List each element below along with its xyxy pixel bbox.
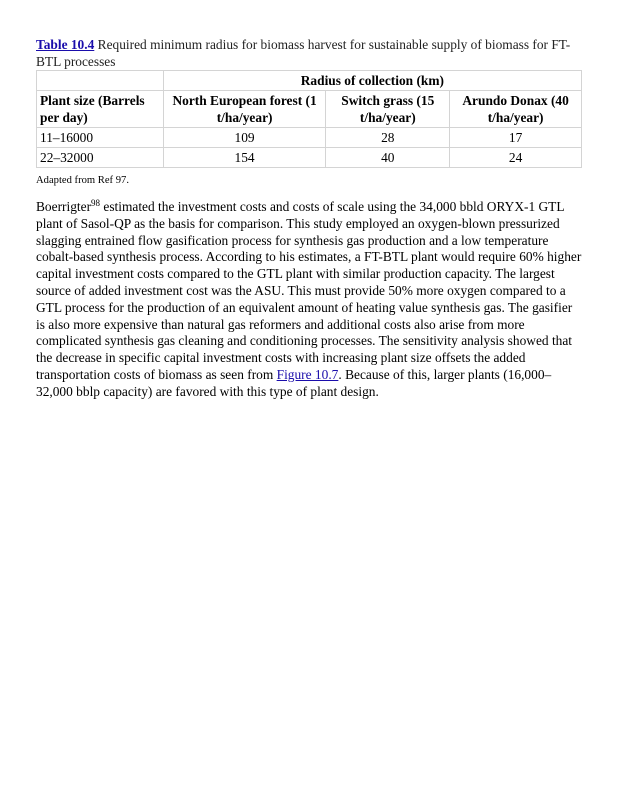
table-cell: 17 bbox=[450, 128, 582, 148]
body-paragraph bbox=[36, 199, 582, 401]
column-header-arundo-donax: Arundo Donax (40 t/ha/year) bbox=[450, 91, 582, 128]
radius-table bbox=[36, 70, 582, 168]
table-caption bbox=[36, 36, 582, 70]
table-cell: 154 bbox=[163, 148, 326, 168]
column-header-plant-size: Plant size (Barrels per day) bbox=[37, 91, 164, 128]
table-cell: 22–32000 bbox=[37, 148, 164, 168]
reference-superscript: 98 bbox=[91, 198, 101, 208]
table-label-link[interactable]: Table 10.4 bbox=[36, 37, 95, 52]
table-empty-header bbox=[37, 71, 164, 91]
table-cell: 11–16000 bbox=[37, 128, 164, 148]
table-source-note: Adapted from Ref 97. bbox=[36, 175, 129, 186]
table-cell: 24 bbox=[450, 148, 582, 168]
figure-link[interactable]: Figure 10.7 bbox=[276, 366, 339, 382]
table-cell: 28 bbox=[326, 128, 450, 148]
column-header-north-european-forest: North European forest (1 t/ha/year) bbox=[163, 91, 326, 128]
table-cell: 40 bbox=[326, 148, 450, 168]
table-cell: 109 bbox=[163, 128, 326, 148]
table-row bbox=[37, 128, 582, 148]
paragraph-text: estimated the investment costs and costs of scale using the 34,000 bbld ORYX-1 GTL plant of Sasol-QP as the basis for comparison. This study employed an oxygen-blown pressurized slagging entrained flow gasification process for synthesis gas production and a low temperature cobalt-based synthesis process. According to his estimates, a FT-BTL plant would require 60% higher capital investment costs compared to the GTL plant with similar production capacity. The largest source of added investment cost was the ASU. This must provide 50% more oxygen compared to a GTL process for the production of an equivalent amount of heating value synthesis gas. The gasifier is also more expensive than natural gas reformers and additional costs also arise from more complicated synthesis gas cleaning and conditioning processes. The sensitivity analysis showed that the decrease in specific capital investment costs with increasing plant size offsets the added transportation costs of biomass as seen from bbox=[36, 199, 582, 382]
group-header-radius: Radius of collection (km) bbox=[163, 71, 581, 91]
column-header-switch-grass: Switch grass (15 t/ha/year) bbox=[326, 91, 450, 128]
author-name: Boerrigter bbox=[36, 199, 92, 214]
table-row bbox=[37, 148, 582, 168]
table-header-row bbox=[37, 91, 582, 128]
table-caption-text: Required minimum radius for biomass harvest for sustainable supply of biomass for FT-BTL processes bbox=[36, 37, 571, 69]
table-group-header-row bbox=[37, 71, 582, 91]
paragraph-text-end: . Because of this, larger plants (16,000–32,000 bblp capacity) are favored with this type of plant design. bbox=[36, 366, 552, 399]
document-page bbox=[36, 36, 582, 414]
